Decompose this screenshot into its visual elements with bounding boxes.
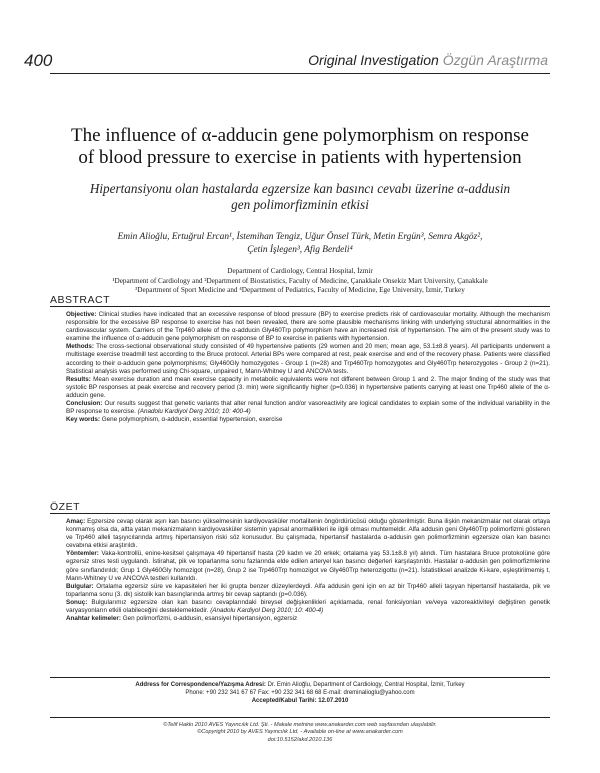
keywords-label: Key words: xyxy=(66,416,100,424)
abstract-heading: ABSTRACT xyxy=(50,294,111,306)
affiliation-line-2: ¹Department of Cardiology and ²Department of Biostatistics, Faculty of Medicine, Çanakkale Onsekiz Mart University, Çanakkale xyxy=(112,276,488,285)
copyright-line-1: ©Telif Hakkı 2010 AVES Yayıncılık Ltd. Şti. - Makale metnine www.anakarder.com web sayfasından ulaşılabilir. xyxy=(163,722,437,728)
doi: doi:10.5152/akd.2010.136 xyxy=(267,736,333,743)
correspondence-address xyxy=(40,681,560,689)
methods-label: Methods: xyxy=(66,343,94,351)
correspondence-label: Address for Correspondence/Yazışma Adresi: xyxy=(135,682,266,688)
abstract-divider xyxy=(50,306,550,307)
copyright-line-2: ©Copyright 2010 by AVES Yayıncılık Ltd. - Available on-line at www.anakarder.com xyxy=(197,729,403,736)
ozet-body xyxy=(66,518,550,623)
ozet-citation: (Anadolu Kardiyol Derg 2010; 10: 400-4) xyxy=(210,607,324,615)
ozet-keywords xyxy=(66,615,550,623)
ozet-yontemler xyxy=(66,550,550,582)
sonuc-text: Bulgularımız egzersize olan kan basıncı cevaplarındaki bireysel değişkenlikleri açıklamada, renal fonksiyonları ve/veya vazoreaktiviteyi değiştiren genetik varyasyonların etkili olabileceğini desteklemektedir. xyxy=(66,598,550,615)
correspondence-contact: Phone: +90 232 341 67 67 Fax: +90 232 341 68 68 E-mail: dreminalioglu@yahoo.com xyxy=(185,690,415,696)
affiliation-line-1: Department of Cardiology, Central Hospital, İzmir xyxy=(227,267,373,275)
ozet-divider xyxy=(50,513,550,514)
anahtar-label: Anahtar kelimeler: xyxy=(66,615,121,623)
anahtar-text: Gen polimorfizmi, α-addusin, esansiyel hipertansiyon, egzersiz xyxy=(120,615,298,623)
bulgular-label: Bulgular: xyxy=(66,582,94,590)
authors-line-2: Çetin İşlegen³, Afig Berdeli⁴ xyxy=(247,245,353,255)
keywords-text: Gene polymorphism, α-adducin, essential hypertension, exercise xyxy=(99,416,283,424)
ozet-heading: ÖZET xyxy=(50,501,80,513)
article-type-tr: Özgün Araştırma xyxy=(442,52,548,68)
abstract-objective xyxy=(66,311,550,343)
conclusion-text: Our results suggest that genetic variants that alter renal function and/or vasoreactivity are logical candidates to explain some of the individual variability in the BP response to exercise. xyxy=(66,400,550,416)
footer-divider xyxy=(50,717,550,718)
author-list xyxy=(60,231,540,257)
ozet-amac xyxy=(66,518,550,550)
title-line-2: of blood pressure to exercise in patients with hypertension xyxy=(78,147,522,168)
bulgular-text: Ortalama egzersiz süre ve kapasiteleri her iki grupta benzer düzeylerdeydi. Alfa addusin geni için en az bir Trp460 alleli taşıyan hipertansif hastalarda, pik ve toparlanma sonu (3. dk) sistolik kan basınçlarında artmış bir cevap saptandı (p=0.036). xyxy=(66,582,550,598)
affiliations xyxy=(40,267,560,296)
correspondence-divider xyxy=(50,677,550,678)
abstract-body xyxy=(66,311,550,424)
article-subtitle xyxy=(60,181,540,213)
abstract-citation: (Anadolu Kardiyol Derg 2010; 10: 400-4) xyxy=(137,408,251,416)
ozet-bulgular xyxy=(66,583,550,599)
sonuc-label: Sonuç: xyxy=(66,598,88,606)
page-number: 400 xyxy=(24,51,53,70)
methods-text: The cross-sectional observational study consisted of 49 hypertensive patients (29 women and 20 men; mean age, 53.1±8.8 years). All participants underwent a multistage exercise treadmill test according to the Bruce protocol. Arterial BPs were compared at rest, peak exercise and end of the recovery phase. Patients were classified according to their α-adducin gene polymorphisms; Gly460Gly homozygotes - Group 1 (n=28) and Trp460Trp homozygotes and Gly460Trp heterozygotes - Group 2 (n=21). Statistical analysis was performed using Chi-square, unpaired t, Mann-Whitney U and ANCOVA tests. xyxy=(66,343,550,375)
abstract-keywords xyxy=(66,416,550,424)
ozet-sonuc xyxy=(66,599,550,615)
copyright-footer xyxy=(40,722,560,744)
accepted-date xyxy=(40,697,560,705)
header-divider xyxy=(50,73,550,74)
title-line-1: The influence of α-adducin gene polymorphism on response xyxy=(71,125,529,146)
article-type-en: Original Investigation xyxy=(308,52,439,68)
results-text: Mean exercise duration and mean exercise capacity in metabolic equivalents were not different between Group 1 and 2. The major finding of the study was that systolic BP responses at peak exercise and recovery period (3. min) were significantly higher (p=0.036) in hypertensive patients carrying at least one Trp460 allele of the α-adducin gene. xyxy=(66,375,550,399)
amac-text: Egzersize cevap olarak aşırı kan basıncı yükselmesinin kardiyovasküler mortalitenin öngördürücüsü olduğu gösterilmiştir. Buna ilişkin mekanizmalar net olarak ortaya konmamış olsa da, altta yatan mekanizmaların kardiyovasküler sistemin yapısal anormallikleri ile ilgili olması muhtemeldir. Alfa addusin geni Gly460Trp polimorfizmi gösteren ve Trp460 alleli taşıyıcılarında artmış hipertansiyon riski söz konusudur. Bu çalışmada, hipertansif hastalarda α-addusin gen polimorfizminin egzersize olan kan basıncı cevabına etkisi araştırıldı. xyxy=(66,518,550,550)
abstract-methods xyxy=(66,343,550,375)
accepted-text: Accepted/Kabul Tarihi: 12.07.2010 xyxy=(251,698,349,704)
yontemler-label: Yöntemler: xyxy=(66,550,99,558)
yontemler-text: Vaka-kontrollü, enine-kesitsel çalışmaya 49 hipertansif hasta (29 kadın ve 20 erkek; ortalama yaş 53.1±8.8 yıl) alındı. Tüm hastalara Bruce protokolüne göre egzersiz stres testi uygulandı. İstirahat, pik ve toparlanma sonu fazlarında elde edilen arteryel kan basıncı değerleri karşılaştırıldı. Hastalar α-addusin gen polimorfizmlerine göre sınıflandırıldı; Grup 1 Gly460Gly homozigot (n=28), Grup 2 ise Trp460Trp homozigot ve Gly460Trp heterozigottu (n=21). İstatistiksel analizde Ki-kare, eşleştirilmemiş t, Mann-Whitney U ve ANCOVA testleri kullanıldı. xyxy=(66,550,550,582)
results-label: Results: xyxy=(66,375,91,383)
abstract-results xyxy=(66,376,550,400)
subtitle-line-2: gen polimorfizminin etkisi xyxy=(231,197,369,212)
article-title xyxy=(40,125,560,169)
authors-line-1: Emin Alioğlu, Ertuğrul Ercan¹, İstemihan Tengiz, Uğur Önsel Türk, Metin Ergün³, Semra Akgöz², xyxy=(117,232,483,242)
abstract-conclusion xyxy=(66,400,550,416)
article-type-label xyxy=(308,52,548,68)
affiliation-line-3: ³Department of Sport Medicine and ⁴Department of Pediatrics, Faculty of Medicine, Ege University, İzmir, Turkey xyxy=(135,286,465,295)
objective-text: Clinical studies have indicated that an excessive response of blood pressure (BP) to exercise predicts risk of cardiovascular mortality. Although the mechanism responsible for the excessive BP response to exercise has not been revealed, there are some plausible mechanisms linking with underlying structural abnormalities in the cardiovascular system. Carriers of the Trp460 allele of the α-adducin Gly460Trp polymorphism have an increased risk of hypertension. The aim of the present study was to examine the influence of α-adducin gene polymorphism on response of BP to exercise in patients with hypertension. xyxy=(66,311,550,343)
conclusion-label: Conclusion: xyxy=(66,400,103,408)
correspondence-text: Dr. Emin Alioğlu, Department of Cardiology, Central Hospital, İzmir, Turkey xyxy=(265,682,465,688)
amac-label: Amaç: xyxy=(66,518,86,525)
subtitle-line-1: Hipertansiyonu olan hastalarda egzersize kan basıncı cevabı üzerine α-addusin xyxy=(89,181,511,196)
objective-label: Objective: xyxy=(66,311,97,318)
correspondence-block xyxy=(40,681,560,705)
